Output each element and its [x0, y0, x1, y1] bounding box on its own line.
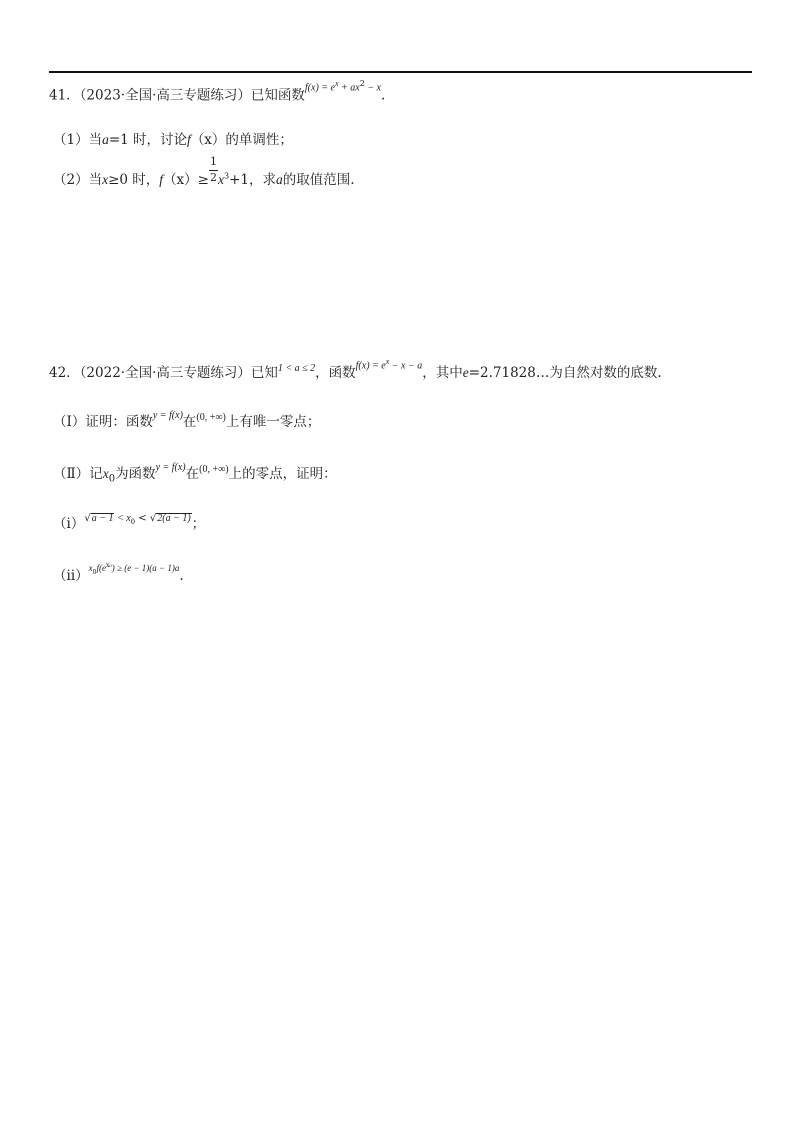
- q41-source: （2023·全国·高三专题练习）已知函数: [79, 87, 305, 104]
- q42-function: $f(x) = e^x - x - a$: [355, 356, 423, 371]
- q41-period: .: [381, 87, 386, 104]
- inequality-exp: $x_0f(e^{x_0}) \ge (e - 1)(a - 1)a$: [88, 562, 180, 576]
- q42-part1: （Ⅰ）证明：函数y = f(x)在(0, +∞)上有唯一零点；: [53, 410, 321, 430]
- q42-part2: （Ⅱ）记$x_0$为函数y = f(x)在(0, +∞)上的零点，证明：: [53, 462, 337, 485]
- q41-part1: （1）当a=1 时，讨论f（x）的单调性；: [53, 132, 293, 148]
- q42-number: 42．: [49, 365, 80, 381]
- q42-stem: 42．（2022·全国·高三专题练习）已知1 < a ≤ 2，函数$f(x) = e^x - x - a$，其中e=2.71828…为自然对数的底数.: [49, 356, 662, 381]
- q41-part2: （2）当x≥0 时，f（x）≥ $\frac{1}{2}$ $x^3+1$，求a的取值范围.: [53, 155, 355, 188]
- q42-condition: 1 < a ≤ 2: [277, 363, 316, 374]
- q41-function: $f(x) = e^x + ax^2 - x$: [304, 79, 381, 94]
- q42-source: （2022·全国·高三专题练习）已知: [79, 365, 278, 381]
- inequality-sqrt: $√a - 1 < x_0 < √2(a - 1)$: [84, 513, 191, 526]
- q42-subpart-i: （ⅰ）√a − $1 < x_0 < √2(a - 1)$；: [53, 513, 206, 532]
- q42-subpart-ii: $(ⅱ)x_0f(e^{x_0}) \ge (e - 1)(a - 1)a$.: [53, 562, 184, 584]
- fraction-one-half: $\frac{1}{2}$: [210, 155, 217, 184]
- q41-stem: [49, 79, 386, 104]
- q41-number: 41．: [49, 87, 80, 104]
- top-rule: [49, 71, 752, 73]
